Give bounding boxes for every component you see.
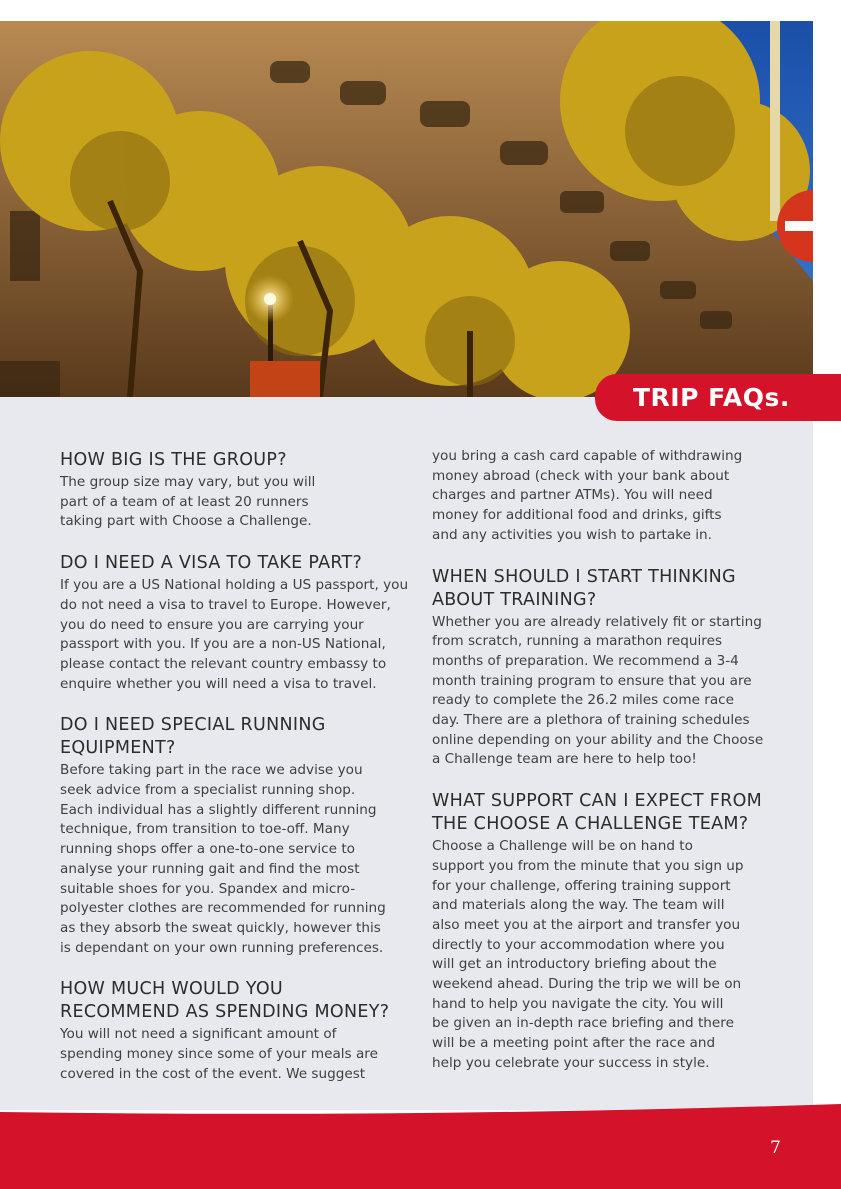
faq-question: HOW BIG IS THE GROUP? [60, 450, 287, 470]
faq-item [60, 552, 412, 694]
footer-red-wave [0, 1104, 841, 1189]
faq-question: DO I NEED SPECIAL RUNNING EQUIPMENT? [60, 715, 326, 759]
faq-item [60, 978, 412, 1084]
faq-question: HOW MUCH WOULD YOU RECOMMEND AS SPENDING MONEY? [60, 979, 390, 1023]
faq-answer-continuation [432, 447, 777, 546]
faq-answer: Choose a Challenge will be on hand to support you from the minute that you sign up for your challenge, offering training support and materials along the way. The team will also meet you at the airport and transfer you directly to your accommodation where you will get an introductory briefing about the weekend ahead. During the trip we will be on hand to help you navigate the city. You will be given an in-depth race briefing and there will be a meeting point after the race and help you celebrate your success in style. [432, 838, 744, 1071]
faq-item [60, 714, 412, 958]
faq-answer: Before taking part in the race we advise you seek advice from a specialist running shop. Each individual has a slightly different running technique, from transition to toe-off. Many running shops offer a one-to-one service to analyse your running gait and find the most suitable shoes for you. Spandex and micro- polyester clothes are recommended for running as they absorb the sweat quickly, however this is dependant on your own running preferences. [60, 762, 386, 956]
faq-item [60, 449, 412, 532]
faq-answer: The group size may vary, but you will part of a team of at least 20 runners taking part with Choose a Challenge. [60, 474, 316, 530]
faq-item [432, 790, 777, 1073]
hero-photo [0, 21, 813, 397]
faq-item [432, 566, 777, 771]
faq-column-left [60, 449, 412, 1104]
footer-band [0, 1104, 841, 1189]
faq-column-right [432, 447, 777, 1094]
faq-answer: If you are a US National holding a US passport, you do not need a visa to travel to Europe. However, you do need to ensure you are carrying your passport with you. If you are a non-US National, please contact the relevant country embassy to enquire whether you will need a visa to travel. [60, 577, 409, 692]
faq-answer: You will not need a significant amount of spending money since some of your meals are covered in the cost of the event. We suggest [60, 1026, 378, 1082]
faq-answer: Whether you are already relatively fit or starting from scratch, running a marathon requires months of preparation. We recommend a 3-4 month training program to ensure that you are ready to complete the 26.2 miles come race day. There are a plethora of training schedules online depending on your ability and the Choose a Challenge team are here to help too! [432, 613, 764, 768]
faq-question: WHEN SHOULD I START THINKING ABOUT TRAINING? [432, 566, 736, 610]
faq-answer: you bring a cash card capable of withdrawing money abroad (check with your bank about charges and partner ATMs). You will need money for additional food and drinks, gifts and any activities you wish to partake in. [432, 448, 743, 543]
faq-question: WHAT SUPPORT CAN I EXPECT FROM THE CHOOSE A CHALLENGE TEAM? [432, 791, 763, 835]
faq-question: DO I NEED A VISA TO TAKE PART? [60, 553, 363, 574]
section-title-badge: TRIP FAQs. [595, 374, 841, 421]
street-scene-illustration [0, 21, 813, 397]
page-number: 7 [770, 1138, 781, 1158]
